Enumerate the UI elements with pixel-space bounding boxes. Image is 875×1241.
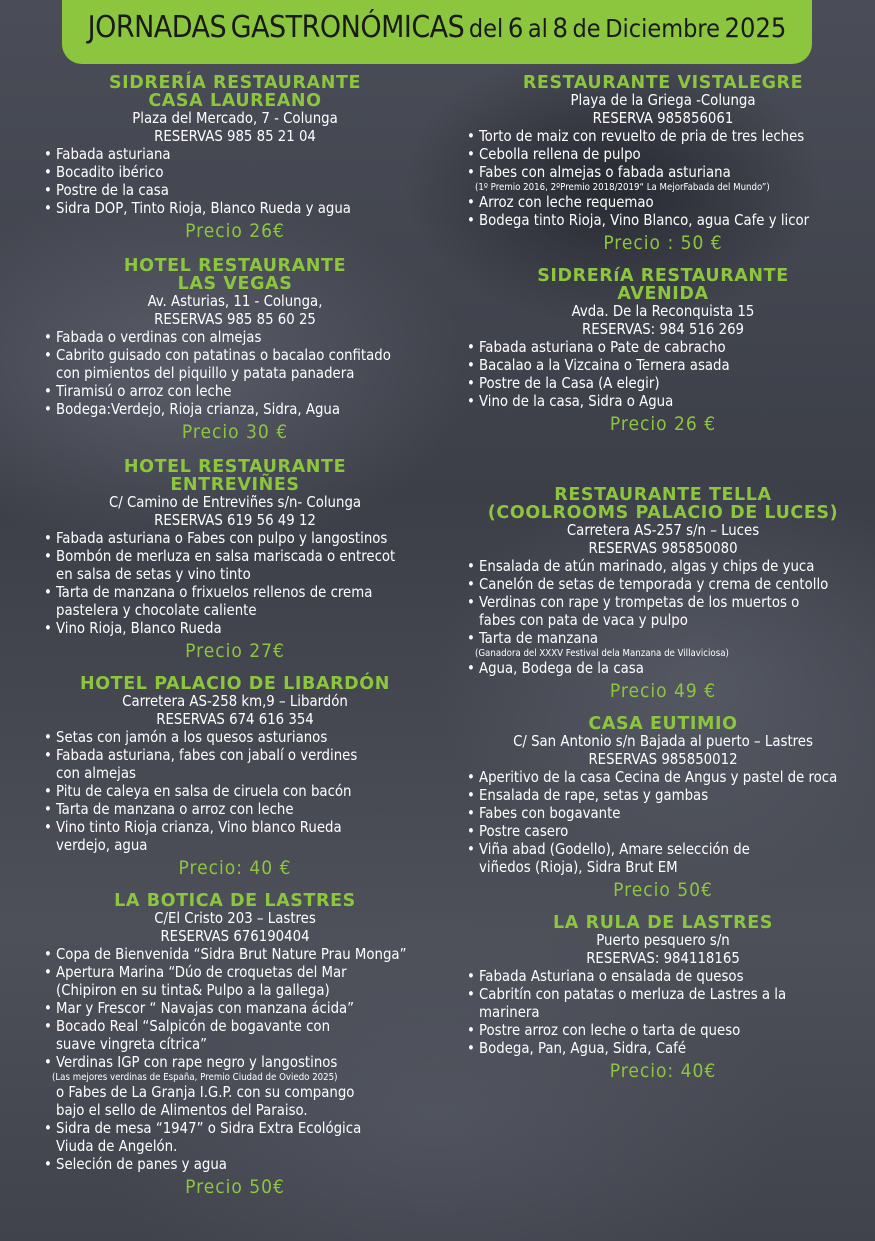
menu-item: • Postre arroz con leche o tarta de queso [463, 1022, 863, 1040]
restaurant-name: RESTAURANTE VISTALEGRE [522, 73, 804, 93]
menu-item: • Bombón de merluza en salsa mariscada o entrecot en salsa de setas y vino tinto [40, 548, 430, 584]
menu-item: • Sidra DOP, Tinto Rioja, Blanco Rueda y agua [40, 200, 430, 218]
restaurant-reservations: RESERVAS 985 85 60 25 [154, 311, 316, 328]
menu-item: • Copa de Bienvenida “Sidra Brut Nature Prau Monga” [40, 946, 430, 964]
menu-item: • Seleción de panes y agua [40, 1156, 430, 1174]
menu-price: Precio 26 € [609, 413, 717, 435]
menu-item: • Vino Rioja, Blanco Rueda [40, 620, 430, 638]
menu-item: • Verdinas con rape y trompetas de los muertos o fabes con pata de vaca y pulpo [463, 594, 863, 630]
menu-item: • Verdinas IGP con rape negro y langostinos [40, 1054, 430, 1072]
restaurant-reservations: RESERVAS 985850012 [588, 751, 738, 768]
menu-item: • Arroz con leche requemao [463, 194, 863, 212]
menu-item: • Setas con jamón a los quesos asturianos [40, 729, 430, 747]
menu-item: • Postre de la casa [40, 182, 430, 200]
menu-item: • Bocadito ibérico [40, 164, 430, 182]
menu-list [463, 128, 863, 230]
menu-item: • Viña abad (Godello), Amare selección de viñedos (Rioja), Sidra Brut EM [463, 841, 863, 877]
menu-item: • Torto de maiz con revuelto de pria de tres leches [463, 128, 863, 146]
menu-item: • Fabada o verdinas con almejas [40, 329, 430, 347]
event-header [62, 0, 812, 64]
left-column [40, 74, 430, 1209]
menu-item: • Postre de la Casa (A elegir) [463, 375, 863, 393]
menu-list [40, 530, 430, 638]
menu-item: • Ensalada de atún marinado, algas y chips de yuca [463, 558, 863, 576]
menu-list [40, 329, 430, 419]
menu-note: (Ganadora del XXXV Festival dela Manzana de Villaviciosa) [475, 648, 729, 659]
menu-item: • Fabada asturiana o Fabes con pulpo y langostinos [40, 530, 430, 548]
menu-item: • Tiramisú o arroz con leche [40, 383, 430, 401]
menu-list [40, 146, 430, 218]
menu-price: Precio: 40 € [178, 857, 292, 879]
menu-item: • Bodega tinto Rioja, Vino Blanco, agua Cafe y licor [463, 212, 863, 230]
restaurant-block [463, 486, 863, 703]
right-column [463, 74, 863, 1093]
menu-item: • Vino de la casa, Sidra o Agua [463, 393, 863, 411]
restaurant-reservations: RESERVAS: 984118165 [586, 950, 740, 967]
restaurant-reservations: RESERVAS 674 616 354 [156, 711, 314, 728]
restaurant-name: LA RULA DE LASTRES [553, 913, 773, 933]
menu-note: (Las mejores verdinas de España, Premio Ciudad de Oviedo 2025) [52, 1072, 338, 1083]
header-title-2: GASTRONÓMICAS [230, 10, 465, 45]
menu-list [40, 946, 430, 1174]
menu-item: • Tarta de manzana o frixuelos rellenos de crema pastelera y chocolate caliente [40, 584, 430, 620]
menu-item: • Fabada Asturiana o ensalada de quesos [463, 968, 863, 986]
menu-price: Precio : 50 € [603, 232, 723, 254]
restaurant-block [40, 675, 430, 880]
menu-item: • Tarta de manzana o arroz con leche [40, 801, 430, 819]
menu-price: Precio 50€ [185, 1176, 285, 1198]
menu-item: • Pitu de caleya en salsa de ciruela con bacón [40, 783, 430, 801]
restaurant-name: SIDRERíA RESTAURANTE AVENIDA [537, 266, 789, 304]
restaurant-name: RESTAURANTE TELLA (COOLROOMS PALACIO DE LUCES) [487, 485, 839, 523]
menu-item: • Tarta de manzana [463, 630, 863, 648]
restaurant-name: CASA EUTIMIO [588, 714, 738, 734]
header-day-end: 8 [552, 13, 568, 44]
menu-item: • Bodega:Verdejo, Rioja crianza, Sidra, Agua [40, 401, 430, 419]
menu-item: • Vino tinto Rioja crianza, Vino blanco Rueda verdejo, agua [40, 819, 430, 855]
menu-item: • Canelón de setas de temporada y crema de centollo [463, 576, 863, 594]
restaurant-block [40, 257, 430, 444]
restaurant-block [463, 715, 863, 902]
menu-item: • Aperitivo de la casa Cecina de Angus y pastel de roca [463, 769, 863, 787]
header-title-1: JORNADAS [87, 10, 227, 45]
menu-item: • Bodega, Pan, Agua, Sidra, Café [463, 1040, 863, 1058]
menu-list [463, 968, 863, 1058]
restaurant-address: Playa de la Griega -Colunga [570, 92, 756, 109]
restaurant-address: Carretera AS-258 km,9 – Libardón [122, 693, 348, 710]
menu-item: • Fabada asturiana, fabes con jabalí o verdines con almejas [40, 747, 430, 783]
menu-item: o Fabes de La Granja I.G.P. con su compango bajo el sello de Alimentos del Paraiso. [56, 1084, 355, 1119]
menu-item: • Cabritín con patatas o merluza de Lastres a la marinera [463, 986, 863, 1022]
restaurant-address: Avda. De la Reconquista 15 [571, 303, 755, 320]
menu-list [463, 339, 863, 411]
restaurant-name: HOTEL PALACIO DE LIBARDÓN [79, 674, 391, 694]
header-al: al [527, 14, 548, 43]
restaurant-reservations: RESERVAS 619 56 49 12 [154, 512, 316, 529]
restaurant-block [40, 892, 430, 1199]
restaurant-address: Plaza del Mercado, 7 - Colunga [132, 110, 338, 127]
restaurant-address: Av. Asturias, 11 - Colunga, [147, 293, 323, 310]
restaurant-block [40, 74, 430, 243]
menu-price: Precio 26€ [185, 220, 285, 242]
restaurant-address: Carretera AS-257 s/n – Luces [566, 522, 760, 539]
restaurant-block [463, 914, 863, 1083]
menu-item: • Sidra de mesa “1947” o Sidra Extra Ecológica Viuda de Angelón. [40, 1120, 430, 1156]
menu-price: Precio 27€ [185, 640, 285, 662]
menu-item: • Mar y Frescor “ Navajas con manzana ácida” [40, 1000, 430, 1018]
restaurant-block [463, 74, 863, 255]
menu-item: • Cebolla rellena de pulpo [463, 146, 863, 164]
restaurant-block [40, 458, 430, 663]
menu-item: • Fabada asturiana o Pate de cabracho [463, 339, 863, 357]
menu-item: • Fabes con almejas o fabada asturiana [463, 164, 863, 182]
restaurant-reservations: RESERVAS 985 85 21 04 [154, 128, 316, 145]
menu-item: • Fabes con bogavante [463, 805, 863, 823]
menu-list [463, 558, 863, 678]
menu-item: • Postre casero [463, 823, 863, 841]
menu-item: • Bocado Real “Salpicón de bogavante con suave vingreta cítrica” [40, 1018, 430, 1054]
restaurant-address: C/El Cristo 203 – Lastres [154, 910, 316, 927]
restaurant-address: C/ Camino de Entreviñes s/n- Colunga [108, 494, 362, 511]
menu-item: • Fabada asturiana [40, 146, 430, 164]
restaurant-block [463, 267, 863, 436]
menu-item: • Ensalada de rape, setas y gambas [463, 787, 863, 805]
header-month: Diciembre [605, 14, 720, 43]
restaurant-name: HOTEL RESTAURANTE ENTREVIÑES [123, 457, 347, 495]
menu-price: Precio: 40€ [609, 1060, 717, 1082]
restaurant-reservations: RESERVAS 676190404 [160, 928, 310, 945]
restaurant-reservations: RESERVAS: 984 516 269 [581, 321, 745, 338]
menu-note: (1º Premio 2016, 2ºPremio 2018/2019“ La MejorFabada del Mundo”) [475, 182, 770, 193]
menu-list [463, 769, 863, 877]
menu-price: Precio 49 € [609, 680, 717, 702]
header-del: del [468, 14, 504, 43]
menu-item: • Agua, Bodega de la casa [463, 660, 863, 678]
restaurant-reservations: RESERVA 985856061 [592, 110, 734, 127]
restaurant-name: LA BOTICA DE LASTRES [114, 891, 356, 911]
menu-price: Precio 30 € [181, 421, 289, 443]
restaurant-address: Puerto pesquero s/n [596, 932, 730, 949]
menu-item: • Cabrito guisado con patatinas o bacalao confitado con pimientos del piquillo y patata panadera [40, 347, 430, 383]
menu-list [40, 729, 430, 855]
menu-item: • Bacalao a la Vizcaina o Ternera asada [463, 357, 863, 375]
header-year: 2025 [724, 13, 787, 44]
restaurant-address: C/ San Antonio s/n Bajada al puerto – Lastres [513, 733, 813, 750]
menu-price: Precio 50€ [613, 879, 713, 901]
restaurant-name: HOTEL RESTAURANTE LAS VEGAS [123, 256, 347, 294]
restaurant-reservations: RESERVAS 985850080 [588, 540, 738, 557]
restaurant-name: SIDRERÍA RESTAURANTE CASA LAUREANO [108, 73, 362, 111]
menu-item: • Apertura Marina “Dúo de croquetas del Mar (Chipiron en su tinta& Pulpo a la gallega) [40, 964, 430, 1000]
header-day-start: 6 [507, 13, 524, 44]
header-de: de [572, 14, 601, 43]
